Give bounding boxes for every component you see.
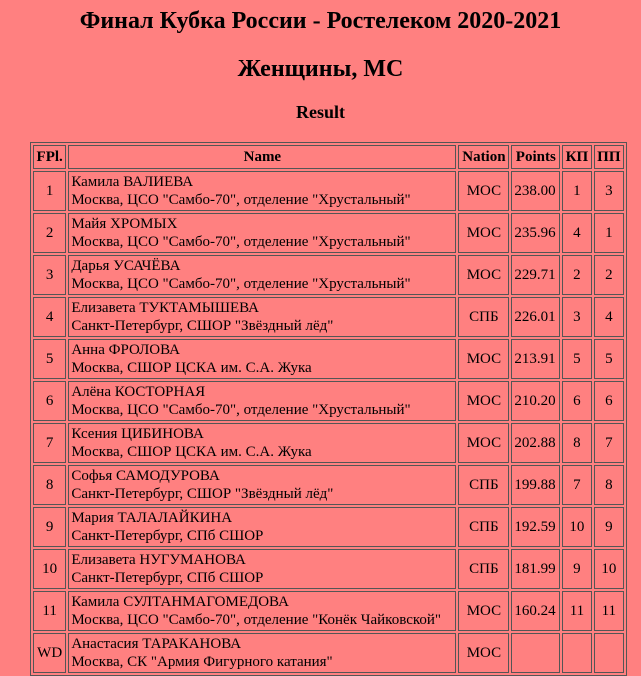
table-row [33,381,624,421]
skater-name: Софья САМОДУРОВА [71,468,220,484]
skater-name: Елизавета ТУКТАМЫШЕВА [71,300,260,316]
cell-name [68,465,456,505]
header-kp: КП [562,145,591,169]
cell-name [68,297,456,337]
cell-pp: 9 [594,507,624,547]
cell-kp: 4 [562,213,591,253]
cell-nation: СПБ [458,297,509,337]
cell-place: 10 [33,549,66,589]
cell-name [68,171,456,211]
cell-kp: 2 [562,255,591,295]
skater-name: Майя ХРОМЫХ [71,216,178,232]
skater-club: Москва, ЦСО "Самбо-70", отделение "Конёк Чайковской" [71,612,442,628]
table-row [33,507,624,547]
cell-place: 6 [33,381,66,421]
cell-name [68,381,456,421]
header-points: Points [511,145,560,169]
skater-name: Мария ТАЛАЛАЙКИНА [71,510,233,526]
cell-points: 238.00 [511,171,560,211]
cell-name [68,423,456,463]
header-row [33,145,624,169]
cell-name [68,549,456,589]
cell-place: 5 [33,339,66,379]
skater-club: Москва, ЦСО "Самбо-70", отделение "Хрустальный" [71,234,411,250]
table-row [33,423,624,463]
cell-nation: МОС [458,633,509,673]
cell-kp: 7 [562,465,591,505]
cell-pp: 11 [594,591,624,631]
cell-kp [562,633,591,673]
cell-pp: 6 [594,381,624,421]
cell-nation: СПБ [458,549,509,589]
cell-place: 9 [33,507,66,547]
cell-pp: 8 [594,465,624,505]
cell-nation: МОС [458,255,509,295]
skater-club: Санкт-Петербург, СПб СШОР [71,570,264,586]
skater-name: Анна ФРОЛОВА [71,342,180,358]
cell-name [68,339,456,379]
cell-kp: 3 [562,297,591,337]
skater-name: Анастасия ТАРАКАНОВА [71,636,242,652]
skater-name: Дарья УСАЧЁВА [71,258,181,274]
section-title: Result [296,102,345,122]
cell-place: WD [33,633,66,673]
category-title: Женщины, МС [237,56,404,82]
table-row [33,213,624,253]
cell-name [68,591,456,631]
cell-nation: МОС [458,591,509,631]
table-row [33,591,624,631]
cell-nation: СПБ [458,465,509,505]
header-name: Name [68,145,456,169]
cell-points: 199.88 [511,465,560,505]
cell-place: 4 [33,297,66,337]
cell-pp: 3 [594,171,624,211]
skater-name: Камила ВАЛИЕВА [71,174,194,190]
cell-points: 213.91 [511,339,560,379]
skater-name: Елизавета НУГУМАНОВА [71,552,246,568]
results-table [30,142,627,676]
cell-kp: 1 [562,171,591,211]
cell-place: 8 [33,465,66,505]
cell-pp: 1 [594,213,624,253]
cell-nation: МОС [458,381,509,421]
cell-kp: 5 [562,339,591,379]
cell-points: 181.99 [511,549,560,589]
skater-club: Москва, СШОР ЦСКА им. С.А. Жука [71,444,312,460]
cell-place: 2 [33,213,66,253]
cell-name [68,213,456,253]
header-nation: Nation [458,145,509,169]
cell-nation: МОС [458,213,509,253]
skater-name: Камила СУЛТАНМАГОМЕДОВА [71,594,289,610]
cell-pp: 2 [594,255,624,295]
cell-kp: 10 [562,507,591,547]
table-row [33,255,624,295]
skater-club: Москва, ЦСО "Самбо-70", отделение "Хрустальный" [71,402,411,418]
cell-points: 226.01 [511,297,560,337]
cell-nation: МОС [458,171,509,211]
cell-name [68,507,456,547]
cell-name [68,255,456,295]
skater-name: Алёна КОСТОРНАЯ [71,384,206,400]
header-place: FPl. [33,145,66,169]
skater-club: Санкт-Петербург, СШОР "Звёздный лёд" [71,318,334,334]
table-row [33,297,624,337]
skater-club: Санкт-Петербург, СПб СШОР [71,528,264,544]
cell-place: 11 [33,591,66,631]
table-row [33,465,624,505]
skater-name: Ксения ЦИБИНОВА [71,426,204,442]
table-row [33,339,624,379]
cell-place: 1 [33,171,66,211]
cell-points: 210.20 [511,381,560,421]
cell-place: 3 [33,255,66,295]
cell-nation: МОС [458,423,509,463]
cell-points: 235.96 [511,213,560,253]
table-row [33,633,624,673]
cell-points: 229.71 [511,255,560,295]
skater-club: Санкт-Петербург, СШОР "Звёздный лёд" [71,486,334,502]
page-title: Финал Кубка России - Ростелеком 2020-2021 [79,8,562,34]
table-row [33,549,624,589]
cell-pp: 7 [594,423,624,463]
cell-place: 7 [33,423,66,463]
cell-kp: 11 [562,591,591,631]
skater-club: Москва, СК "Армия Фигурного катания" [71,654,333,670]
cell-points [511,633,560,673]
cell-points: 202.88 [511,423,560,463]
cell-nation: МОС [458,339,509,379]
skater-club: Москва, ЦСО "Самбо-70", отделение "Хрустальный" [71,192,411,208]
cell-kp: 6 [562,381,591,421]
cell-kp: 9 [562,549,591,589]
cell-kp: 8 [562,423,591,463]
skater-club: Москва, СШОР ЦСКА им. С.А. Жука [71,360,312,376]
table-row [33,171,624,211]
cell-pp: 4 [594,297,624,337]
cell-pp: 10 [594,549,624,589]
cell-pp: 5 [594,339,624,379]
header-pp: ПП [594,145,624,169]
cell-nation: СПБ [458,507,509,547]
skater-club: Москва, ЦСО "Самбо-70", отделение "Хрустальный" [71,276,411,292]
cell-points: 192.59 [511,507,560,547]
cell-points: 160.24 [511,591,560,631]
cell-pp [594,633,624,673]
cell-name [68,633,456,673]
